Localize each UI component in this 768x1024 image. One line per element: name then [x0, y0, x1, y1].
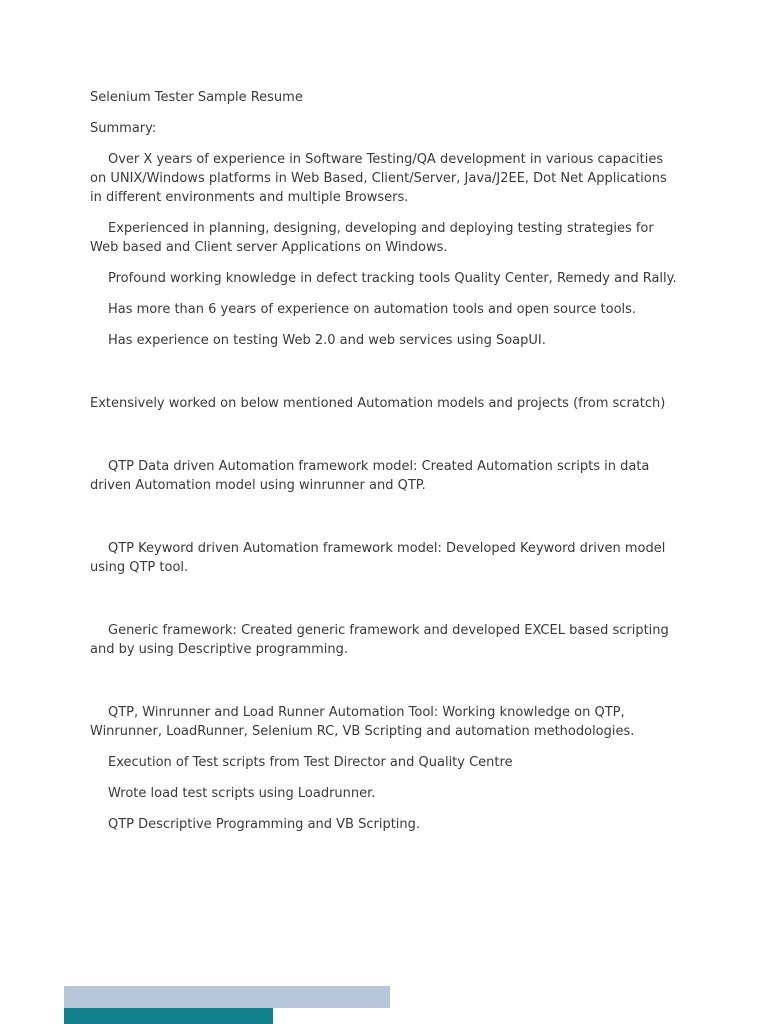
section-intro: Extensively worked on below mentioned Automation models and projects (from scratch) — [90, 396, 666, 411]
project-paragraph: QTP Data driven Automation framework model: Created Automation scripts in data driven Automation model using winrunner and QTP. — [90, 459, 650, 493]
summary-point: Has more than 6 years of experience on automation tools and open source tools. — [108, 302, 637, 317]
project-paragraph: QTP, Winrunner and Load Runner Automation Tool: Working knowledge on QTP, Winrunner, LoadRunner, Selenium RC, VB Scripting and automation methodologies. — [90, 705, 635, 739]
summary-point: Over X years of experience in Software Testing/QA development in various capacities on UNIX/Windows platforms in Web Based, Client/Server, Java/J2EE, Dot Net Applications in different environments and multiple Browsers. — [90, 152, 667, 205]
project-paragraph: Generic framework: Created generic framework and developed EXCEL based scripting and by using Descriptive programming. — [90, 623, 669, 657]
summary-point: Has experience on testing Web 2.0 and web services using SoapUI. — [108, 333, 546, 348]
project-paragraph: Wrote load test scripts using Loadrunner. — [108, 786, 376, 801]
project-paragraph: Execution of Test scripts from Test Director and Quality Centre — [108, 755, 513, 770]
summary-point: Profound working knowledge in defect tracking tools Quality Center, Remedy and Rally. — [108, 271, 677, 286]
document-title: Selenium Tester Sample Resume — [90, 90, 303, 105]
summary-heading: Summary: — [90, 121, 157, 136]
footer-bar-light — [64, 986, 390, 1008]
project-paragraph: QTP Descriptive Programming and VB Scripting. — [108, 817, 421, 832]
footer-bar-teal — [64, 1008, 273, 1024]
project-paragraph: QTP Keyword driven Automation framework model: Developed Keyword driven model using QTP tool. — [90, 541, 666, 575]
summary-point: Experienced in planning, designing, developing and deploying testing strategies for Web based and Client server Applications on Windows. — [90, 221, 654, 255]
document-page — [90, 88, 678, 846]
